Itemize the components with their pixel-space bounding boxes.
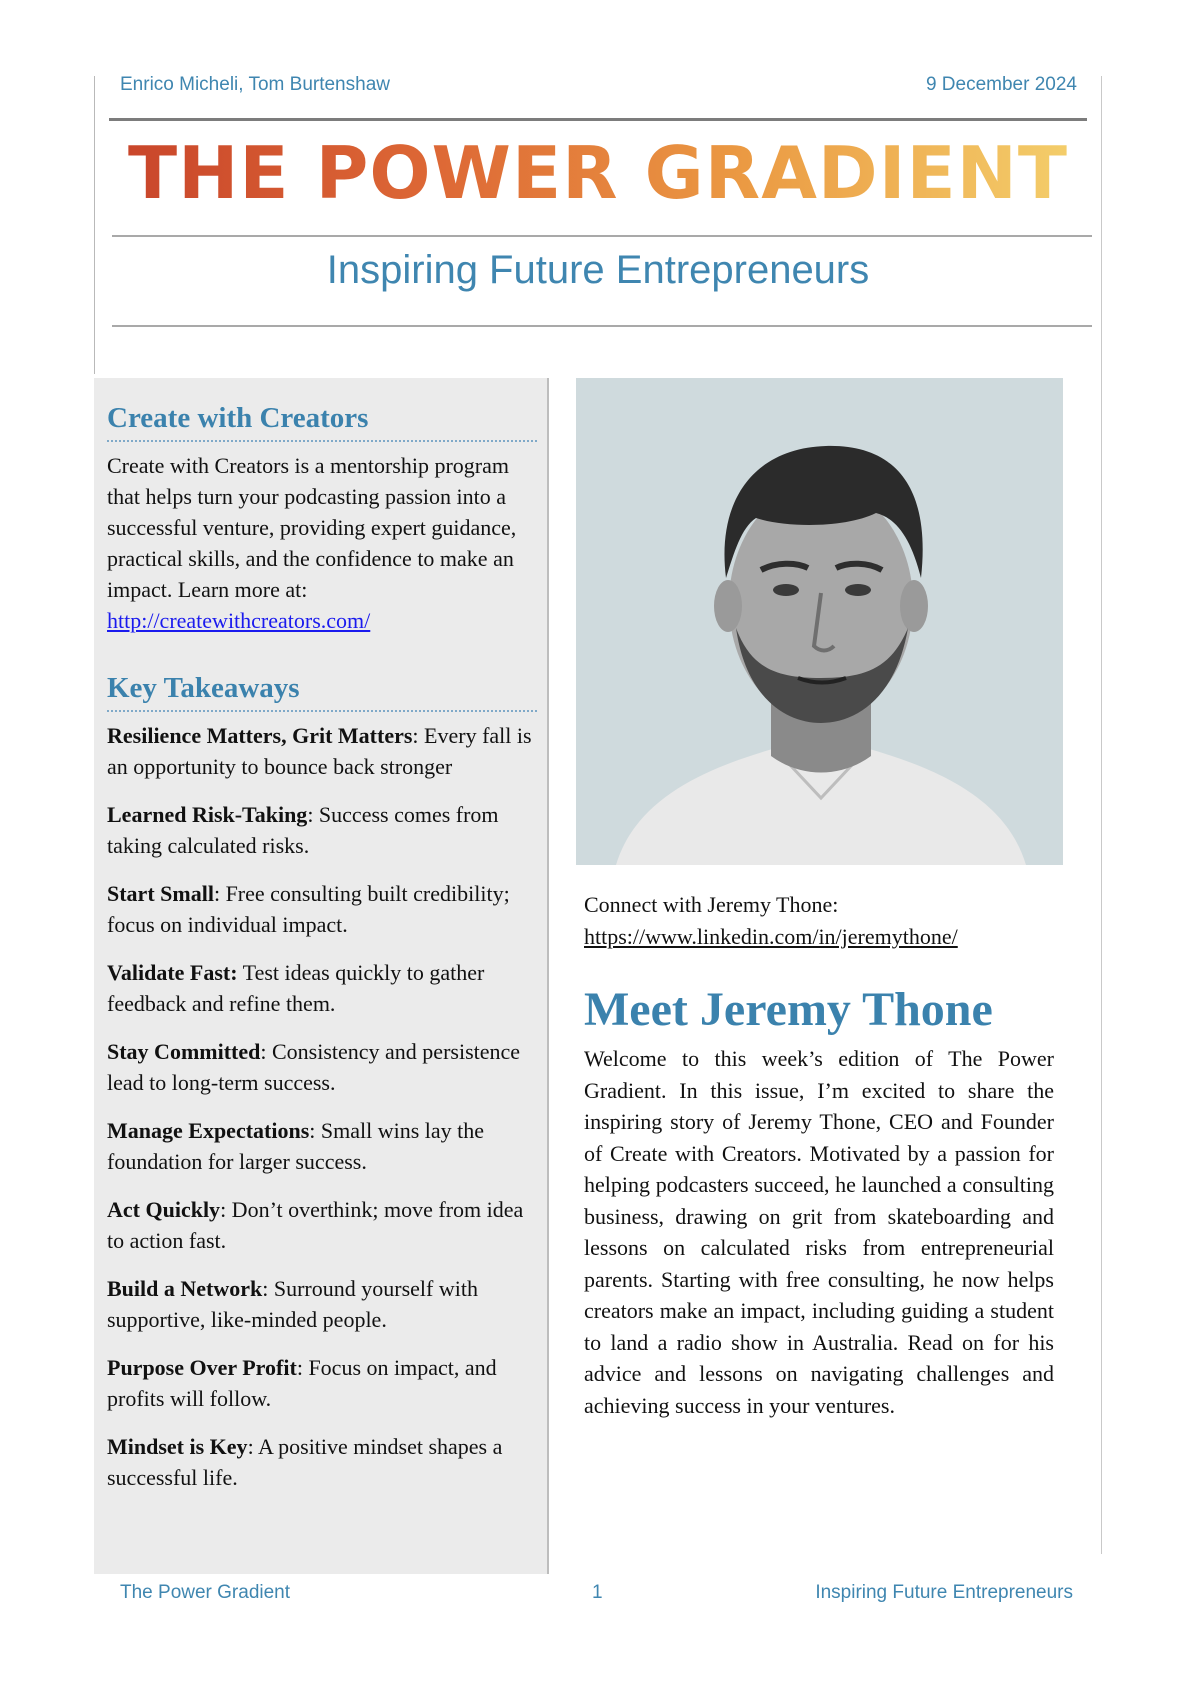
title-divider <box>112 235 1092 237</box>
newsletter-tagline: Inspiring Future Entrepreneurs <box>326 248 870 292</box>
portrait-photo <box>576 378 1063 865</box>
creators-link[interactable]: http://createwithcreators.com/ <box>107 608 371 633</box>
takeaway-text: : Focus on impact, and profits will follow. <box>107 1355 497 1411</box>
takeaways-heading-rule <box>107 710 537 712</box>
takeaway-title: Learned Risk-Taking <box>107 802 308 827</box>
connect-section <box>584 889 958 953</box>
article-title: Meet Jeremy Thone <box>584 983 993 1036</box>
takeaway-item <box>107 878 537 940</box>
takeaway-title: Validate Fast: <box>107 960 238 985</box>
takeaway-item <box>107 1115 537 1177</box>
creators-heading-rule <box>107 440 537 442</box>
page-frame-left <box>94 76 95 374</box>
takeaway-text: : Surround yourself with supportive, like-minded people. <box>107 1276 478 1332</box>
takeaway-item <box>107 1431 537 1493</box>
takeaway-item <box>107 1036 537 1098</box>
creators-text: Create with Creators is a mentorship program that helps turn your podcasting passion into a successful venture, providing expert guidance, practical skills, and the confidence to make an impact. Learn more at: <box>107 453 517 602</box>
takeaway-title: Mindset is Key <box>107 1434 248 1459</box>
portrait-illustration <box>576 378 1063 865</box>
linkedin-link[interactable]: https://www.linkedin.com/in/jeremythone/ <box>584 924 958 949</box>
takeaway-item <box>107 1352 537 1414</box>
takeaway-item <box>107 720 537 782</box>
takeaway-item <box>107 957 537 1019</box>
takeaways-heading: Key Takeaways <box>107 672 300 704</box>
header-divider <box>109 118 1087 121</box>
takeaway-title: Purpose Over Profit <box>107 1355 297 1380</box>
takeaway-text: : Every fall is an opportunity to bounce back stronger <box>107 723 532 779</box>
takeaway-title: Manage Expectations <box>107 1118 310 1143</box>
takeaway-item <box>107 1194 537 1256</box>
takeaway-text: Test ideas quickly to gather feedback and refine them. <box>107 960 485 1016</box>
takeaway-text: : Consistency and persistence lead to long-term success. <box>107 1039 521 1095</box>
takeaway-title: Start Small <box>107 881 214 906</box>
takeaway-text: : Don’t overthink; move from idea to action fast. <box>107 1197 524 1253</box>
sidebar <box>94 378 549 1574</box>
takeaway-text: : Success comes from taking calculated risks. <box>107 802 499 858</box>
creators-description <box>107 450 537 636</box>
takeaway-item <box>107 799 537 861</box>
takeaway-text: : Small wins lay the foundation for larger success. <box>107 1118 485 1174</box>
tagline-divider <box>112 325 1092 327</box>
footer-tagline: Inspiring Future Entrepreneurs <box>815 1582 1073 1603</box>
article-body: Welcome to this week’s edition of The Power Gradient. In this issue, I’m excited to share the inspiring story of Jeremy Thone, CEO and Founder of Create with Creators. Motivated by a passion for helping podcasters succeed, he launched a consulting business, drawing on grit from skateboarding and lessons on calculated risks from entrepreneurial parents. Starting with free consulting, he now helps creators make an impact, including guiding a student to land a radio show in Australia. Read on for his advice and lessons on navigating challenges and achieving success in your ventures. <box>584 1046 1054 1418</box>
footer-newsletter-name: The Power Gradient <box>120 1582 291 1603</box>
takeaway-title: Resilience Matters, Grit Matters <box>107 723 413 748</box>
takeaway-text: : A positive mindset shapes a successful life. <box>107 1434 503 1490</box>
takeaway-title: Build a Network <box>107 1276 263 1301</box>
takeaway-title: Stay Committed <box>107 1039 261 1064</box>
header-authors: Enrico Micheli, Tom Burtenshaw <box>120 74 390 95</box>
footer-page-number: 1 <box>592 1582 603 1603</box>
creators-heading: Create with Creators <box>107 402 369 434</box>
takeaway-item <box>107 1273 537 1335</box>
page-frame-right <box>1101 76 1102 1554</box>
takeaway-text: : Free consulting built credibility; focus on individual impact. <box>107 881 510 937</box>
header-date: 9 December 2024 <box>925 74 1077 95</box>
connect-label: Connect with Jeremy Thone: <box>584 892 839 917</box>
takeaway-title: Act Quickly <box>107 1197 221 1222</box>
newsletter-title: THE POWER GRADIENT <box>109 128 1087 218</box>
